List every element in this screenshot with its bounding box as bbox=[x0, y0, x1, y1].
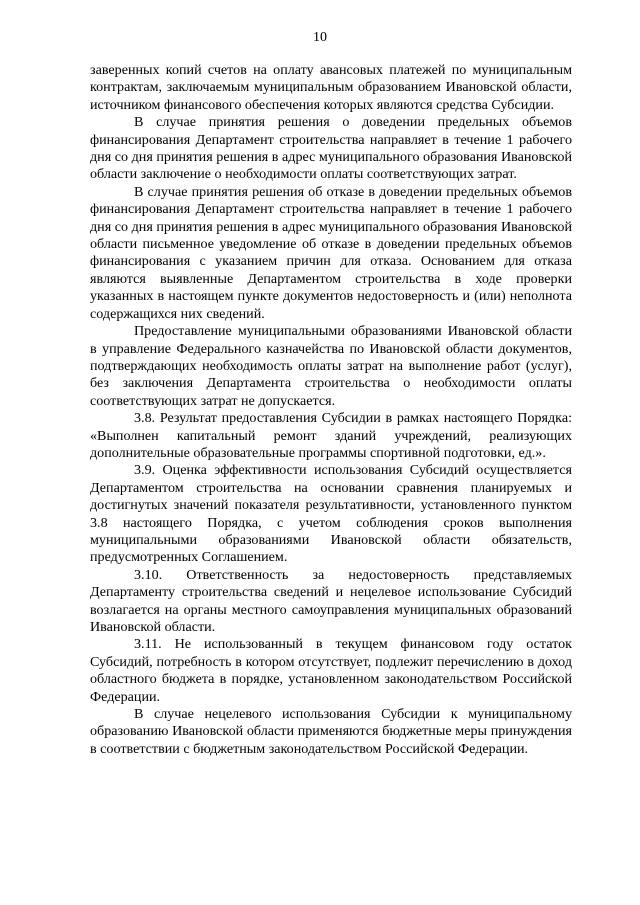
paragraph-misuse-measures: В случае нецелевого использования Субсидии к муниципальному образованию Ивановской области применяются бюджетные меры принуждения в соответствии с бюджетным законодательством Российской Федерации. bbox=[90, 706, 572, 757]
document-body bbox=[90, 62, 572, 758]
page-number: 10 bbox=[313, 30, 327, 45]
paragraph-3-10-responsibility: 3.10. Ответственность за недостоверность представляемых Департаменту строительства сведений и нецелевое использование Субсидий возлагается на органы местного самоуправления муниципальных образований Ивановской области. bbox=[90, 566, 572, 635]
paragraph-treasury-documents: Предоставление муниципальными образованиями Ивановской области в управление Федерального казначейства по Ивановской области документов, подтверждающих необходимость оплаты затрат на выполнение работ (услуг), без заключения Департамента строительства о необходимости оплаты соответствующих затрат не допускается. bbox=[90, 323, 572, 409]
paragraph-3-8-result: 3.8. Результат предоставления Субсидии в рамках настоящего Порядка: «Выполнен капитальный ремонт зданий учреждений, реализующих дополнительные образовательные программы спортивной подготовки, ед.». bbox=[90, 410, 572, 461]
paragraph-funding-refusal: В случае принятия решения об отказе в доведении предельных объемов финансирования Департамент строительства направляет в течение 1 рабочего дня со дня принятия решения в адрес муниципального образования Ивановской области письменное уведомление об отказе в доведении предельных объемов финансирования с указанием причин для отказа. Основанием для отказа являются выявленные Департаментом строительства в ходе проверки указанных в настоящем пункте документов недостоверность и (или) неполнота содержащихся них сведений. bbox=[90, 183, 572, 322]
paragraph-3-11-unused-balance: 3.11. Не использованный в текущем финансовом году остаток Субсидий, потребность в котором отсутствует, подлежит перечислению в доход областного бюджета в порядке, установленном законодательством Российской Федерации. bbox=[90, 636, 572, 705]
paragraph-3-9-evaluation: 3.9. Оценка эффективности использования Субсидий осуществляется Департаментом строительства на основании сравнения планируемых и достигнутых значений показателя результативности, установленного пунктом 3.8 настоящего Порядка, с учетом соблюдения сроков выполнения муниципальными образованиями Ивановской области обязательств, предусмотренных Соглашением. bbox=[90, 462, 572, 566]
paragraph-funding-approval: В случае принятия решения о доведении предельных объемов финансирования Департамент строительства направляет в течение 1 рабочего дня со дня принятия решения в адрес муниципального образования Ивановской области заключение о необходимости оплаты соответствующих затрат. bbox=[90, 114, 572, 183]
paragraph-continuation: заверенных копий счетов на оплату авансовых платежей по муниципальным контрактам, заключаемым муниципальным образованием Ивановской области, источником финансового обеспечения которых являются средства Субсидии. bbox=[90, 62, 572, 113]
